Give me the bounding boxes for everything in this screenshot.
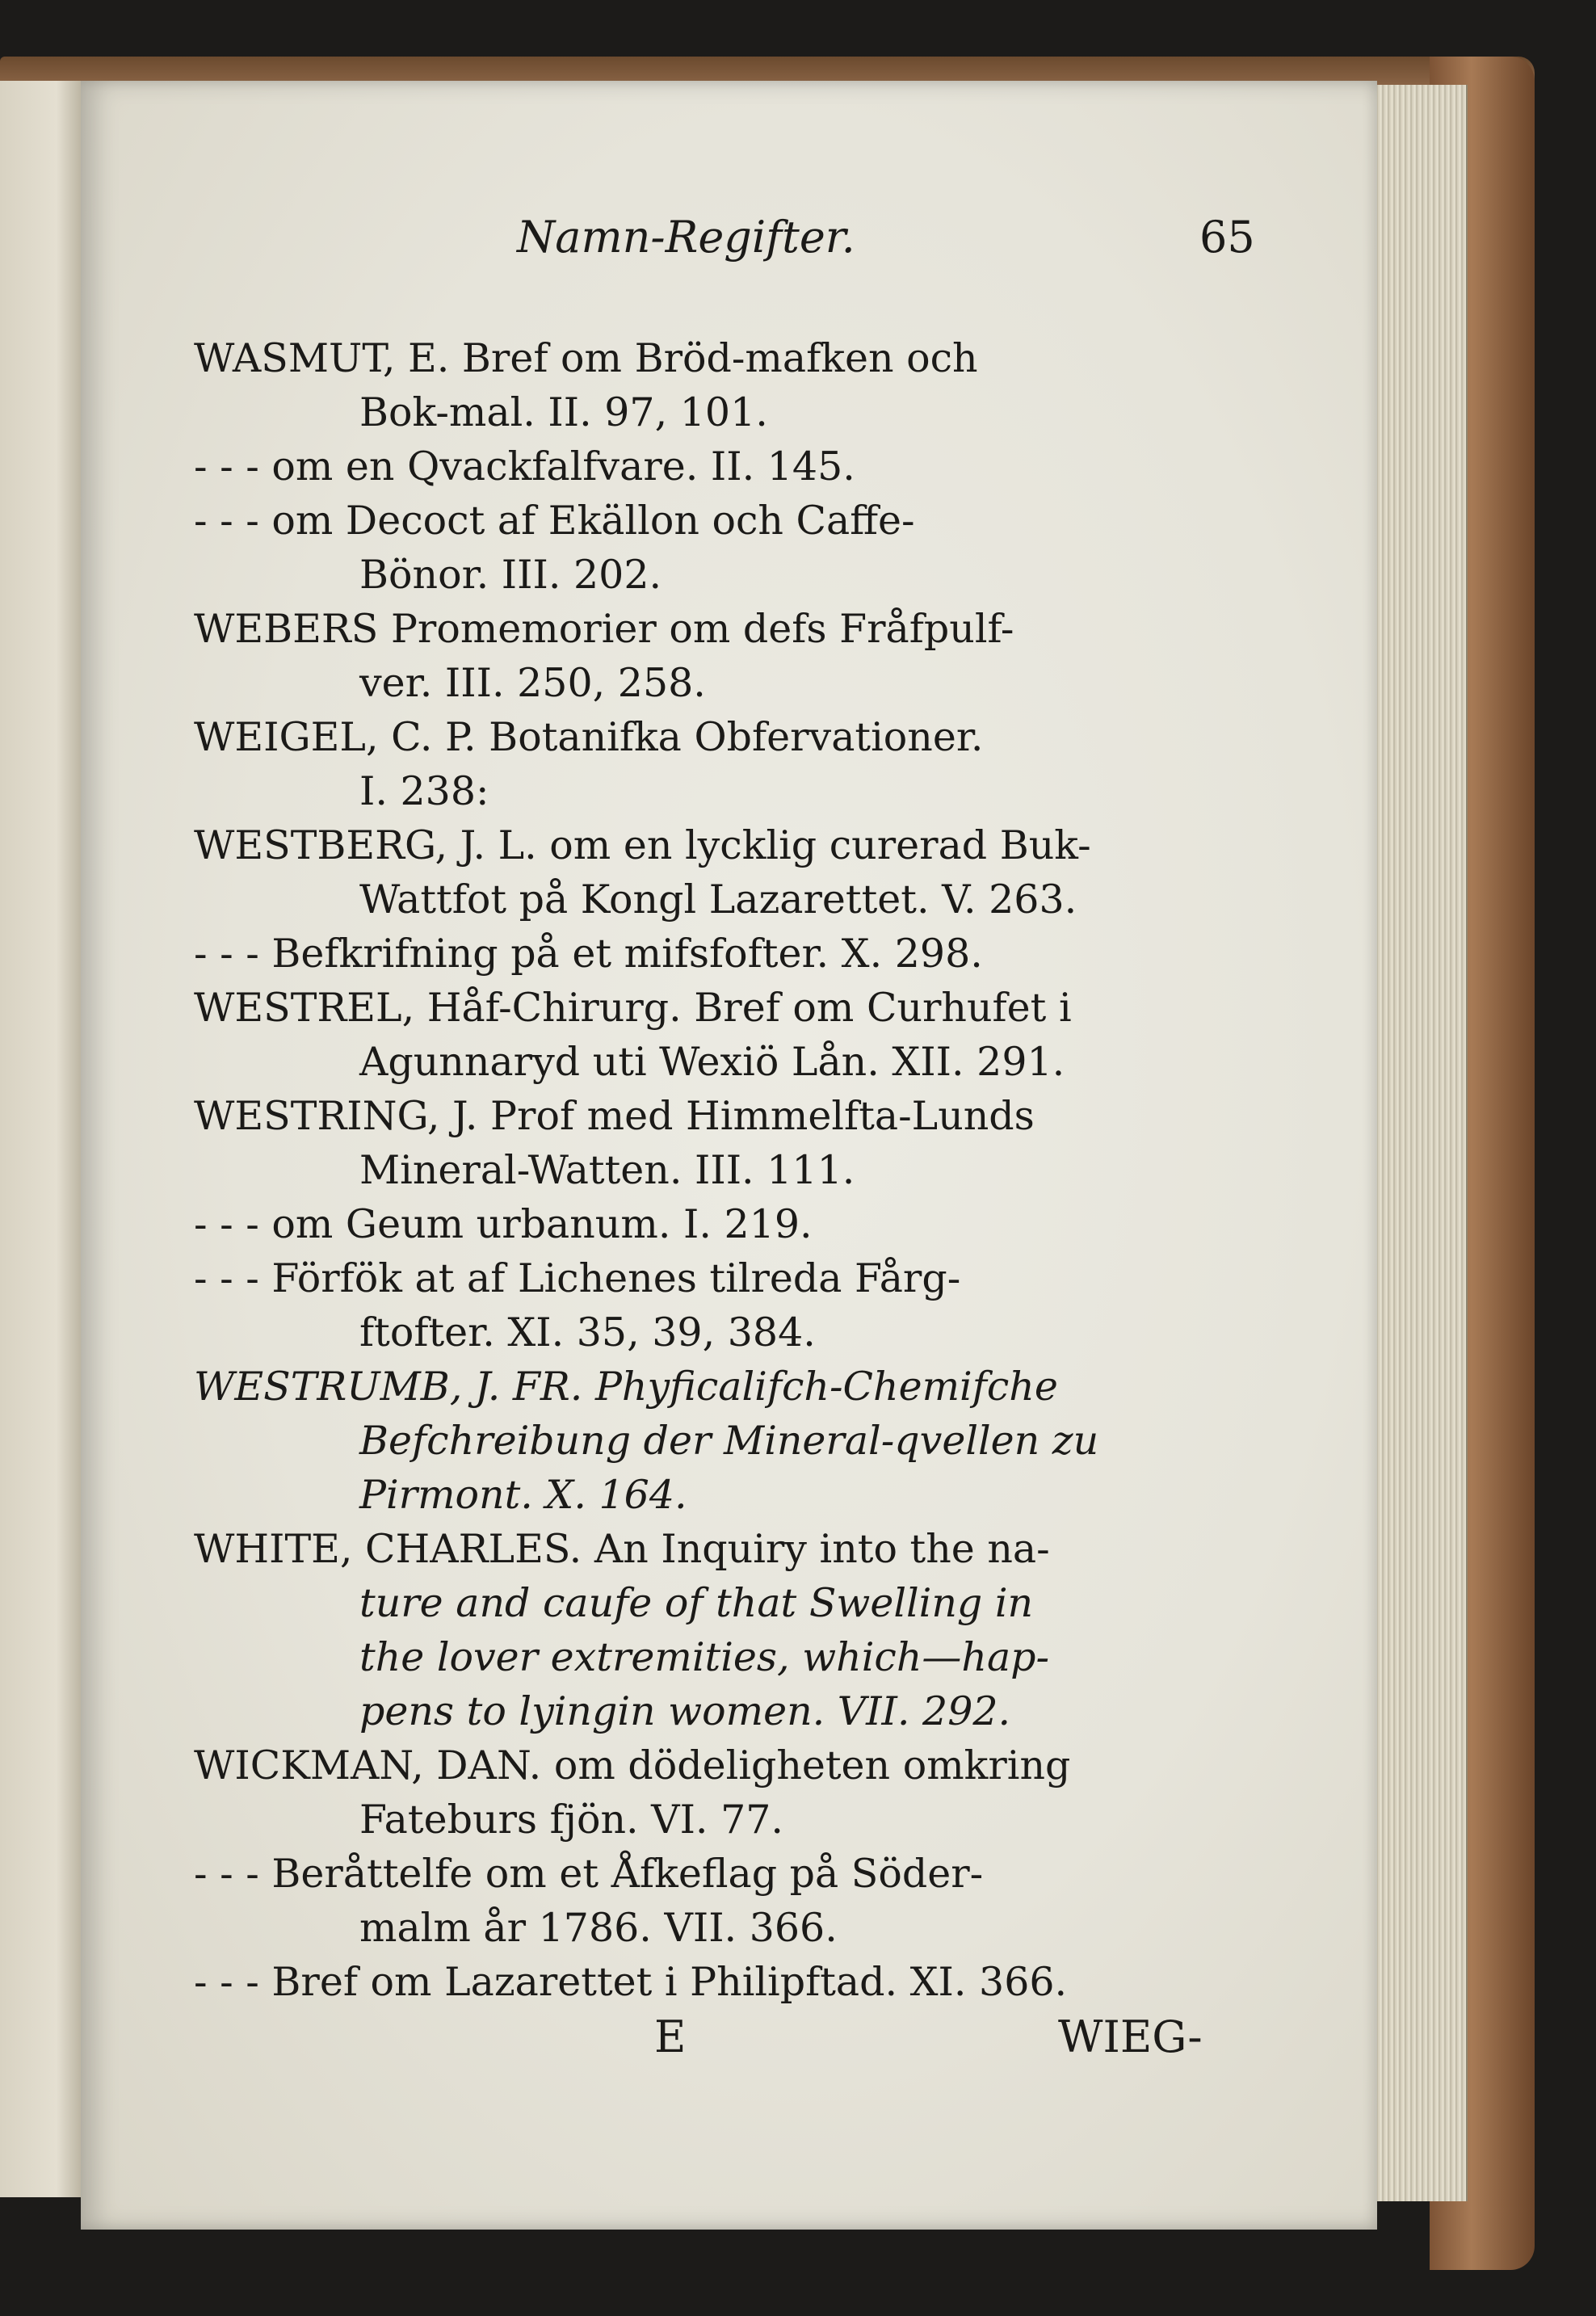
index-line: WESTRUMB, J. FR. Phyficalifch-Chemifche — [194, 1364, 1058, 1410]
index-line: ture and caufe of that Swelling in — [359, 1580, 1034, 1626]
page-edges — [1373, 85, 1468, 2201]
index-line: Fateburs fjön. VI. 77. — [359, 1797, 784, 1843]
index-entries — [194, 331, 1212, 2009]
index-line: - - - Bref om Lazarettet i Philipftad. XI. 366. — [194, 1959, 1068, 2005]
index-line: Wattfot på Kongl Lazarettet. V. 263. — [359, 876, 1077, 923]
index-line: - - - Beråttelfe om et Åfkeflag på Söder- — [194, 1851, 984, 1897]
running-header: Namn-Regifter. — [517, 212, 855, 263]
index-line: Bönor. III. 202. — [359, 552, 662, 598]
index-line: - - - om Geum urbanum. I. 219. — [194, 1201, 813, 1247]
index-line: WEBERS Promemorier om defs Fråfpulf- — [194, 606, 1014, 652]
index-line: pens to lyingin women. VII. 292. — [359, 1688, 1011, 1734]
index-line: Pirmont. X. 164. — [359, 1472, 687, 1518]
index-line: ftofter. XI. 35, 39, 384. — [359, 1309, 816, 1356]
facing-page-edge — [0, 81, 81, 2197]
index-line: I. 238: — [359, 768, 489, 814]
index-line: Agunnaryd uti Wexiö Lån. XII. 291. — [359, 1039, 1065, 1085]
index-line: Bok-mal. II. 97, 101. — [359, 389, 768, 435]
index-line: WHITE, CHARLES. An Inquiry into the na- — [194, 1526, 1050, 1572]
index-line: - - - om en Qvackfalfvare. II. 145. — [194, 443, 855, 490]
page-number: 65 — [1199, 212, 1255, 263]
index-line: WESTBERG, J. L. om en lycklig curerad Buk- — [194, 822, 1091, 868]
index-line: WESTREL, Håf-Chirurg. Bref om Curhufet i — [194, 985, 1072, 1031]
signature-mark: E — [654, 2011, 687, 2062]
index-line: WESTRING, J. Prof med Himmelfta-Lunds — [194, 1093, 1035, 1139]
index-line: WEIGEL, C. P. Botanifka Obfervationer. — [194, 714, 984, 760]
index-line: malm år 1786. VII. 366. — [359, 1905, 838, 1951]
index-line: WASMUT, E. Bref om Bröd-mafken och — [194, 335, 978, 381]
index-line: WICKMAN, DAN. om dödeligheten omkring — [194, 1742, 1071, 1788]
index-line: - - - Förfök at af Lichenes tilreda Fårg- — [194, 1255, 961, 1301]
index-line: ver. III. 250, 258. — [359, 660, 706, 706]
index-line: the lover extremities, which—hap- — [359, 1634, 1050, 1680]
index-line: Mineral-Watten. III. 111. — [359, 1147, 855, 1193]
index-line: Befchreibung der Mineral-qvellen zu — [359, 1418, 1099, 1464]
index-line: - - - Befkrifning på et mifsfofter. X. 298. — [194, 931, 983, 977]
index-line: - - - om Decoct af Ekällon och Caffe- — [194, 498, 915, 544]
catchword: WIEG- — [1058, 2011, 1203, 2062]
